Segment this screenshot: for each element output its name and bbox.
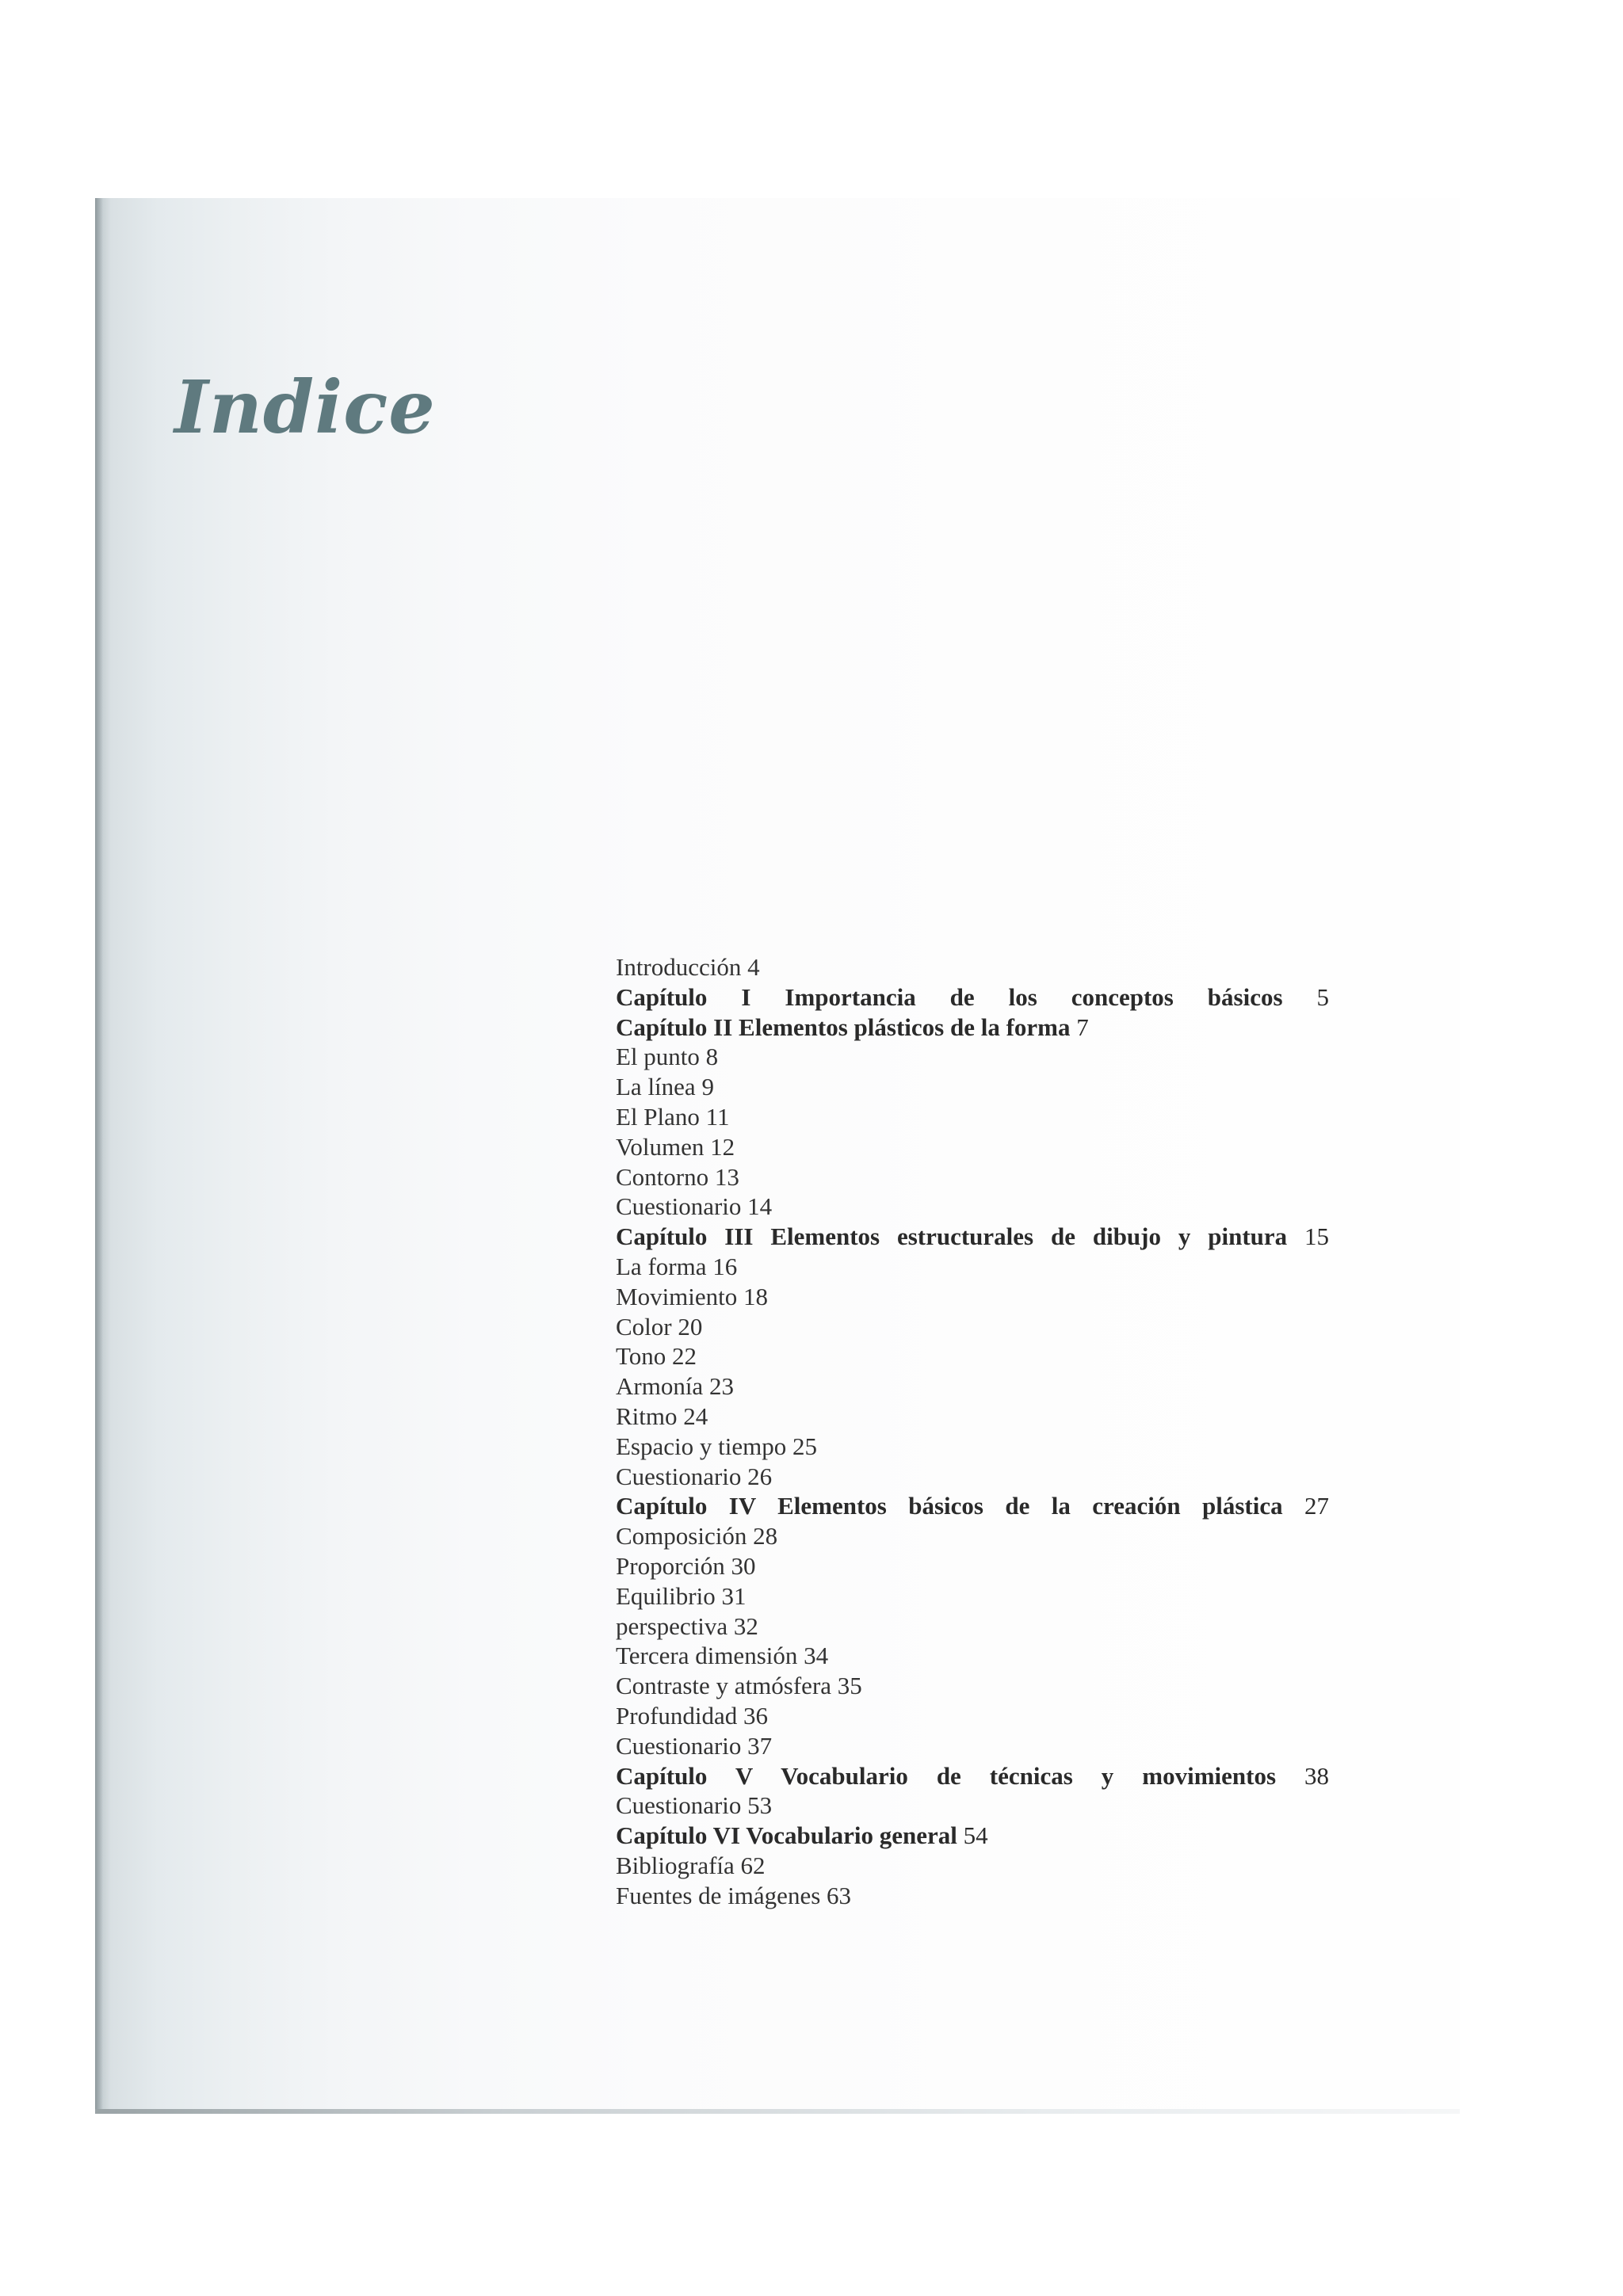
toc-chapter-entry bbox=[616, 1222, 1329, 1252]
toc-entry-label: Armonía bbox=[616, 1372, 704, 1401]
toc-entry-label: perspectiva bbox=[616, 1611, 728, 1640]
toc-entry bbox=[616, 1701, 1329, 1731]
toc-chapter-entry bbox=[616, 1821, 1329, 1851]
page-binding-shadow bbox=[95, 198, 103, 2114]
toc-entry-label: Composición bbox=[616, 1522, 747, 1550]
toc-entry-label: Bibliografía bbox=[616, 1851, 735, 1879]
toc-entry-page: 25 bbox=[792, 1432, 817, 1460]
toc-entry bbox=[616, 1671, 1329, 1701]
toc-entry-page: 31 bbox=[721, 1581, 747, 1610]
toc-entry-label: Cuestionario bbox=[616, 1192, 742, 1221]
toc-chapter-entry bbox=[616, 1761, 1329, 1791]
toc-entry-label: Movimiento bbox=[616, 1282, 738, 1310]
toc-entry-label: Contorno bbox=[616, 1162, 709, 1191]
toc-entry-page: 53 bbox=[747, 1791, 773, 1820]
toc-entry-label: El Plano bbox=[616, 1102, 700, 1131]
toc-entry bbox=[616, 1581, 1329, 1611]
toc-entry-page: 20 bbox=[678, 1312, 703, 1341]
toc-entry bbox=[616, 1042, 1329, 1072]
toc-entry-page: 26 bbox=[747, 1462, 773, 1490]
toc-entry-label: Cuestionario bbox=[616, 1462, 742, 1490]
toc-entry-label: Introducción bbox=[616, 953, 742, 981]
toc-entry-page: 30 bbox=[731, 1551, 756, 1580]
toc-entry-page: 15 bbox=[1304, 1222, 1330, 1251]
toc-entry-label: Contraste y atmósfera bbox=[616, 1672, 832, 1700]
toc-entry-label: Capítulo V Vocabulario de técnicas y movimientos bbox=[616, 1761, 1277, 1790]
toc-entry-label: Ritmo bbox=[616, 1402, 678, 1430]
toc-entry bbox=[616, 1312, 1329, 1342]
toc-entry-label: Equilibrio bbox=[616, 1581, 716, 1610]
toc-entry-label: Capítulo VI Vocabulario general bbox=[616, 1821, 957, 1850]
toc-entry bbox=[616, 1341, 1329, 1371]
toc-entry-label: Capítulo II Elementos plásticos de la forma bbox=[616, 1013, 1071, 1041]
toc-chapter-entry bbox=[616, 982, 1329, 1013]
toc-entry bbox=[616, 1641, 1329, 1671]
toc-entry-label: Capítulo III Elementos estructurales de dibujo y pintura bbox=[616, 1222, 1288, 1251]
table-of-contents bbox=[616, 952, 1329, 1911]
toc-entry-label: Profundidad bbox=[616, 1701, 738, 1730]
toc-entry bbox=[616, 1731, 1329, 1761]
toc-entry-page: 13 bbox=[714, 1162, 739, 1191]
toc-entry bbox=[616, 1102, 1329, 1132]
toc-entry-page: 32 bbox=[733, 1611, 758, 1640]
toc-entry bbox=[616, 1282, 1329, 1312]
toc-entry-page: 28 bbox=[753, 1522, 778, 1550]
toc-entry-label: Fuentes de imágenes bbox=[616, 1881, 821, 1909]
toc-entry bbox=[616, 1402, 1329, 1432]
toc-entry-page: 35 bbox=[837, 1672, 862, 1700]
toc-entry bbox=[616, 1371, 1329, 1402]
toc-entry-page: 62 bbox=[740, 1851, 766, 1879]
toc-entry-page: 23 bbox=[708, 1372, 734, 1401]
toc-entry bbox=[616, 1851, 1329, 1881]
toc-entry bbox=[616, 1432, 1329, 1462]
toc-entry bbox=[616, 1252, 1329, 1282]
toc-entry bbox=[616, 1791, 1329, 1821]
toc-entry-page: 38 bbox=[1304, 1761, 1330, 1790]
toc-entry-label: La línea bbox=[616, 1073, 696, 1101]
toc-entry-page: 8 bbox=[705, 1043, 719, 1071]
toc-entry-label: El punto bbox=[616, 1043, 700, 1071]
toc-entry-page: 54 bbox=[963, 1821, 988, 1850]
toc-entry-label: Espacio y tiempo bbox=[616, 1432, 787, 1460]
toc-entry-label: Cuestionario bbox=[616, 1731, 742, 1760]
toc-entry-label: Proporción bbox=[616, 1551, 725, 1580]
toc-entry-page: 12 bbox=[710, 1132, 735, 1161]
toc-entry bbox=[616, 1132, 1329, 1162]
toc-entry-page: 24 bbox=[683, 1402, 708, 1430]
toc-entry-page: 36 bbox=[743, 1701, 769, 1730]
toc-entry-page: 63 bbox=[827, 1881, 852, 1909]
toc-entry-page: 7 bbox=[1076, 1013, 1089, 1041]
toc-entry-label: Cuestionario bbox=[616, 1791, 742, 1820]
toc-entry-label: Color bbox=[616, 1312, 672, 1341]
toc-entry-label: Tercera dimensión bbox=[616, 1642, 798, 1670]
toc-entry bbox=[616, 1551, 1329, 1581]
toc-entry-page: 14 bbox=[747, 1192, 773, 1221]
toc-entry-label: Tono bbox=[616, 1342, 666, 1371]
toc-chapter-entry bbox=[616, 1013, 1329, 1043]
toc-entry-page: 11 bbox=[705, 1102, 730, 1131]
toc-entry-page: 27 bbox=[1304, 1492, 1329, 1520]
toc-entry-page: 5 bbox=[1316, 982, 1330, 1011]
scanned-page bbox=[95, 198, 1460, 2114]
toc-entry bbox=[616, 1611, 1329, 1642]
toc-entry-page: 37 bbox=[747, 1731, 773, 1760]
toc-entry-label: La forma bbox=[616, 1252, 707, 1280]
toc-entry-label: Volumen bbox=[616, 1132, 705, 1161]
toc-entry-page: 22 bbox=[672, 1342, 697, 1371]
page-title: Indice bbox=[174, 364, 436, 450]
toc-entry-label: Capítulo I Importancia de los conceptos básicos bbox=[616, 982, 1283, 1011]
toc-entry-page: 18 bbox=[743, 1282, 769, 1310]
toc-entry-page: 9 bbox=[701, 1073, 714, 1101]
toc-entry bbox=[616, 1881, 1329, 1911]
toc-entry-page: 34 bbox=[804, 1642, 829, 1670]
toc-entry bbox=[616, 1192, 1329, 1222]
toc-entry bbox=[616, 1521, 1329, 1551]
toc-entry-label: Capítulo IV Elementos básicos de la creación plástica bbox=[616, 1492, 1283, 1520]
toc-entry-page: 16 bbox=[712, 1252, 738, 1280]
toc-chapter-entry bbox=[616, 1491, 1329, 1521]
toc-entry bbox=[616, 1462, 1329, 1492]
toc-entry bbox=[616, 1072, 1329, 1102]
toc-entry bbox=[616, 952, 1329, 982]
toc-entry-page: 4 bbox=[747, 953, 760, 981]
toc-entry bbox=[616, 1162, 1329, 1192]
